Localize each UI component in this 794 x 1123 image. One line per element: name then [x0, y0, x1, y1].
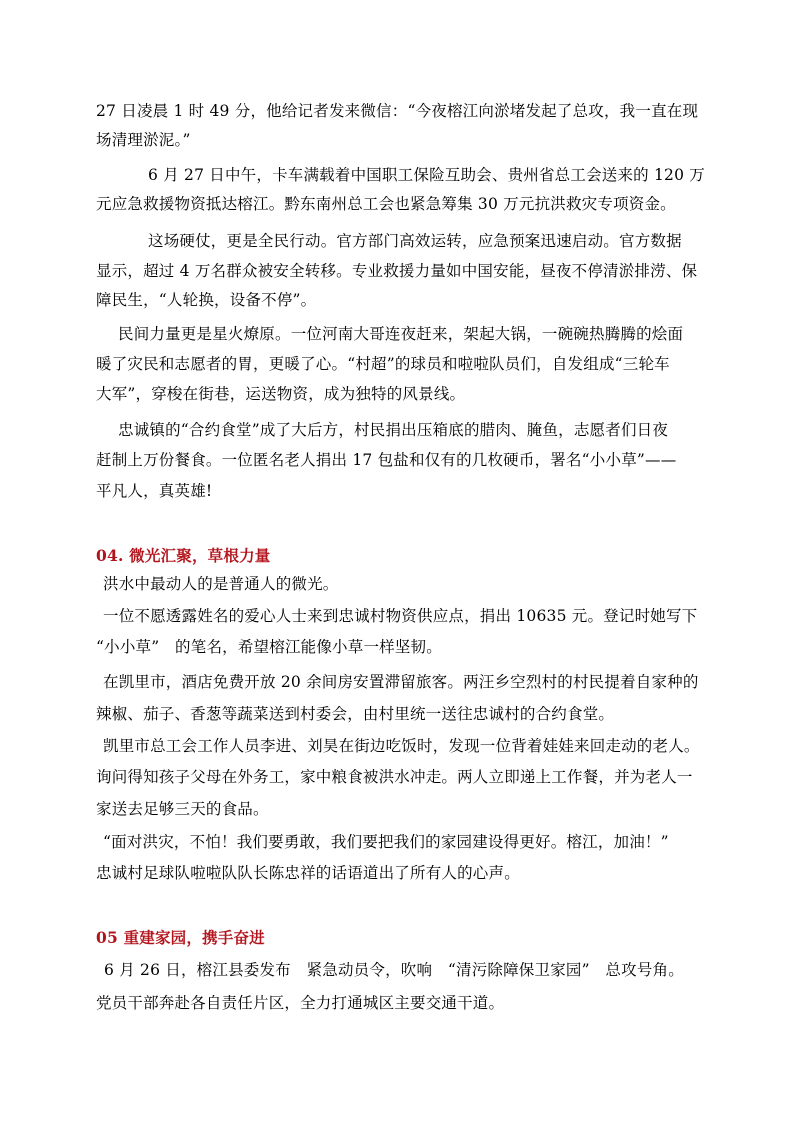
- section-heading: 04. 微光汇聚，草根力量: [96, 546, 271, 565]
- paragraph-line: 凯里市总工会工作人员李进、刘昊在街边吃饭时，发现一位背着娃娃来回走动的老人。: [103, 737, 700, 755]
- paragraph-line: 大军”，穿梭在街巷，运送物资，成为独特的风景线。: [96, 385, 466, 403]
- section-heading: 05 重建家园，携手奋进: [96, 928, 265, 947]
- paragraph-line: 赶制上万份餐食。一位匿名老人捐出 17 包盐和仅有的几枚硬币，署名“小小草”——: [96, 451, 677, 469]
- paragraph-line: 民间力量更是星火燎原。一位河南大哥连夜赶来，架起大锅，一碗碗热腾腾的烩面: [118, 325, 684, 343]
- paragraph-line: 元应急救援物资抵达榕江。黔东南州总工会也紧急筹集 30 万元抗洪救灾专项资金。: [96, 195, 676, 213]
- paragraph-line: 忠诚村足球队啦啦队队长陈忠祥的话语道出了所有人的心声。: [96, 864, 520, 882]
- paragraph-line: 这场硬仗，更是全民行动。官方部门高效运转，应急预案迅速启动。官方数据: [148, 232, 682, 250]
- paragraph-line: 一位不愿透露姓名的爱心人士来到忠诚村物资供应点，捐出 10635 元。登记时她写下: [103, 607, 698, 625]
- paragraph-line: 辣椒、茄子、香葱等蔬菜送到村委会，由村里统一送往忠诚村的合约食堂。: [96, 705, 615, 723]
- paragraph-line: 场清理淤泥。”: [96, 131, 191, 149]
- paragraph-line: 询问得知孩子父母在外务工，家中粮食被洪水冲走。两人立即递上工作餐，并为老人一: [96, 768, 693, 786]
- paragraph-line: 平凡人，真英雄!: [96, 482, 213, 500]
- paragraph-line: “面对洪灾，不怕！我们要勇敢，我们要把我们的家园建设得更好。榕江，加油！”: [103, 833, 669, 851]
- paragraph-line: 在凯里市，酒店免费开放 20 余间房安置滞留旅客。两汪乡空烈村的村民提着自家种的: [103, 673, 699, 691]
- paragraph-line: 障民生，“人轮换，设备不停”。: [96, 291, 317, 309]
- paragraph-line: 显示，超过 4 万名群众被安全转移。专业救援力量如中国安能，昼夜不停清淤排涝、保: [96, 262, 698, 280]
- paragraph-line: 忠诚镇的“合约食堂”成了大后方，村民捐出压箱底的腊肉、腌鱼，志愿者们日夜: [118, 421, 669, 439]
- paragraph-line: 暖了灾民和志愿者的胃，更暖了心。“村超”的球员和啦啦队员们，自发组成“三轮车: [96, 355, 670, 373]
- paragraph-line: 6 月 26 日，榕江县委发布 紧急动员令，吹响 “清污除障保卫家园” 总攻号角。: [104, 961, 684, 979]
- paragraph-line: 27 日凌晨 1 时 49 分，他给记者发来微信：“今夜榕江向淤堵发起了总攻，我一直在现: [96, 102, 699, 120]
- paragraph-line: 洪水中最动人的是普通人的微光。: [103, 575, 339, 593]
- paragraph-line: “小小草” 的笔名，希望榕江能像小草一样坚韧。: [96, 638, 442, 656]
- paragraph-line: 家送去足够三天的食品。: [96, 800, 269, 818]
- paragraph-line: 6 月 27 日中午，卡车满载着中国职工保险互助会、贵州省总工会送来的 120 万: [148, 166, 706, 184]
- paragraph-line: 党员干部奔赴各自责任片区，全力打通城区主要交通干道。: [96, 994, 505, 1012]
